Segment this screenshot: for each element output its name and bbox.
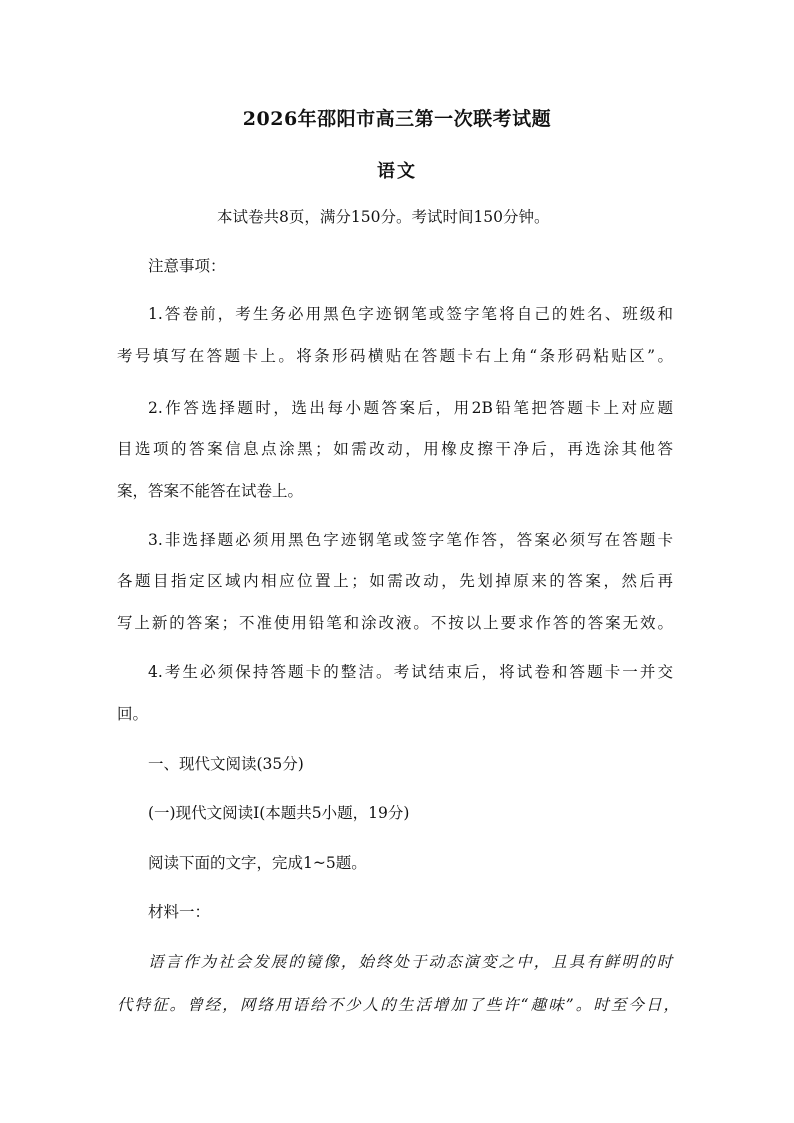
notice-item-3-line-2: 各题目指定区域内相应位置上；如需改动，先划掉原来的答案，然后再 <box>117 572 673 590</box>
notice-item-1-line-1: 1.答卷前，考生务必用黑色字迹钢笔或签字笔将自己的姓名、班级和 <box>148 305 673 323</box>
notice-item-3-line-3: 写上新的答案；不准使用铅笔和涂改液。不按以上要求作答的答案无效。 <box>117 614 673 632</box>
notice-item-4-line-1: 4.考生必须保持答题卡的整洁。考试结束后，将试卷和答题卡一并交 <box>148 663 673 681</box>
notice-item-2-line-1: 2.作答选择题时，选出每小题答案后，用2B铅笔把答题卡上对应题 <box>148 399 673 417</box>
notice-item-3-line-1: 3.非选择题必须用黑色字迹钢笔或签字笔作答，答案必须写在答题卡 <box>148 531 673 549</box>
notice-item-2-line-3: 案，答案不能答在试卷上。 <box>117 482 304 500</box>
exam-info: 本试卷共8页，满分150分。考试时间150分钟。 <box>217 208 550 226</box>
material-text-line-1: 语言作为社会发展的镜像，始终处于动态演变之中，且具有鲜明的时 <box>148 953 673 971</box>
material-text-line-2: 代特征。曾经，网络用语给不少人的生活增加了些许“趣味”。时至今日， <box>117 996 680 1014</box>
reading-instruction: 阅读下面的文字，完成1~5题。 <box>148 854 367 872</box>
section-heading: 一、现代文阅读(35分) <box>148 755 304 773</box>
notice-item-4-line-2: 回。 <box>117 705 149 723</box>
notice-item-2-line-2: 目选项的答案信息点涂黑；如需改动，用橡皮擦干净后，再选涂其他答 <box>117 440 673 458</box>
notice-item-1-line-2: 考号填写在答题卡上。将条形码横贴在答题卡右上角“条形码粘贴区”。 <box>117 347 673 365</box>
subject-heading: 语文 <box>377 161 417 182</box>
exam-title: 2026年邵阳市高三第一次联考试题 <box>242 108 552 130</box>
notice-heading: 注意事项： <box>148 257 226 275</box>
section-subheading: (一)现代文阅读Ⅰ(本题共5小题，19分) <box>148 804 410 822</box>
material-label: 材料一： <box>148 903 211 921</box>
